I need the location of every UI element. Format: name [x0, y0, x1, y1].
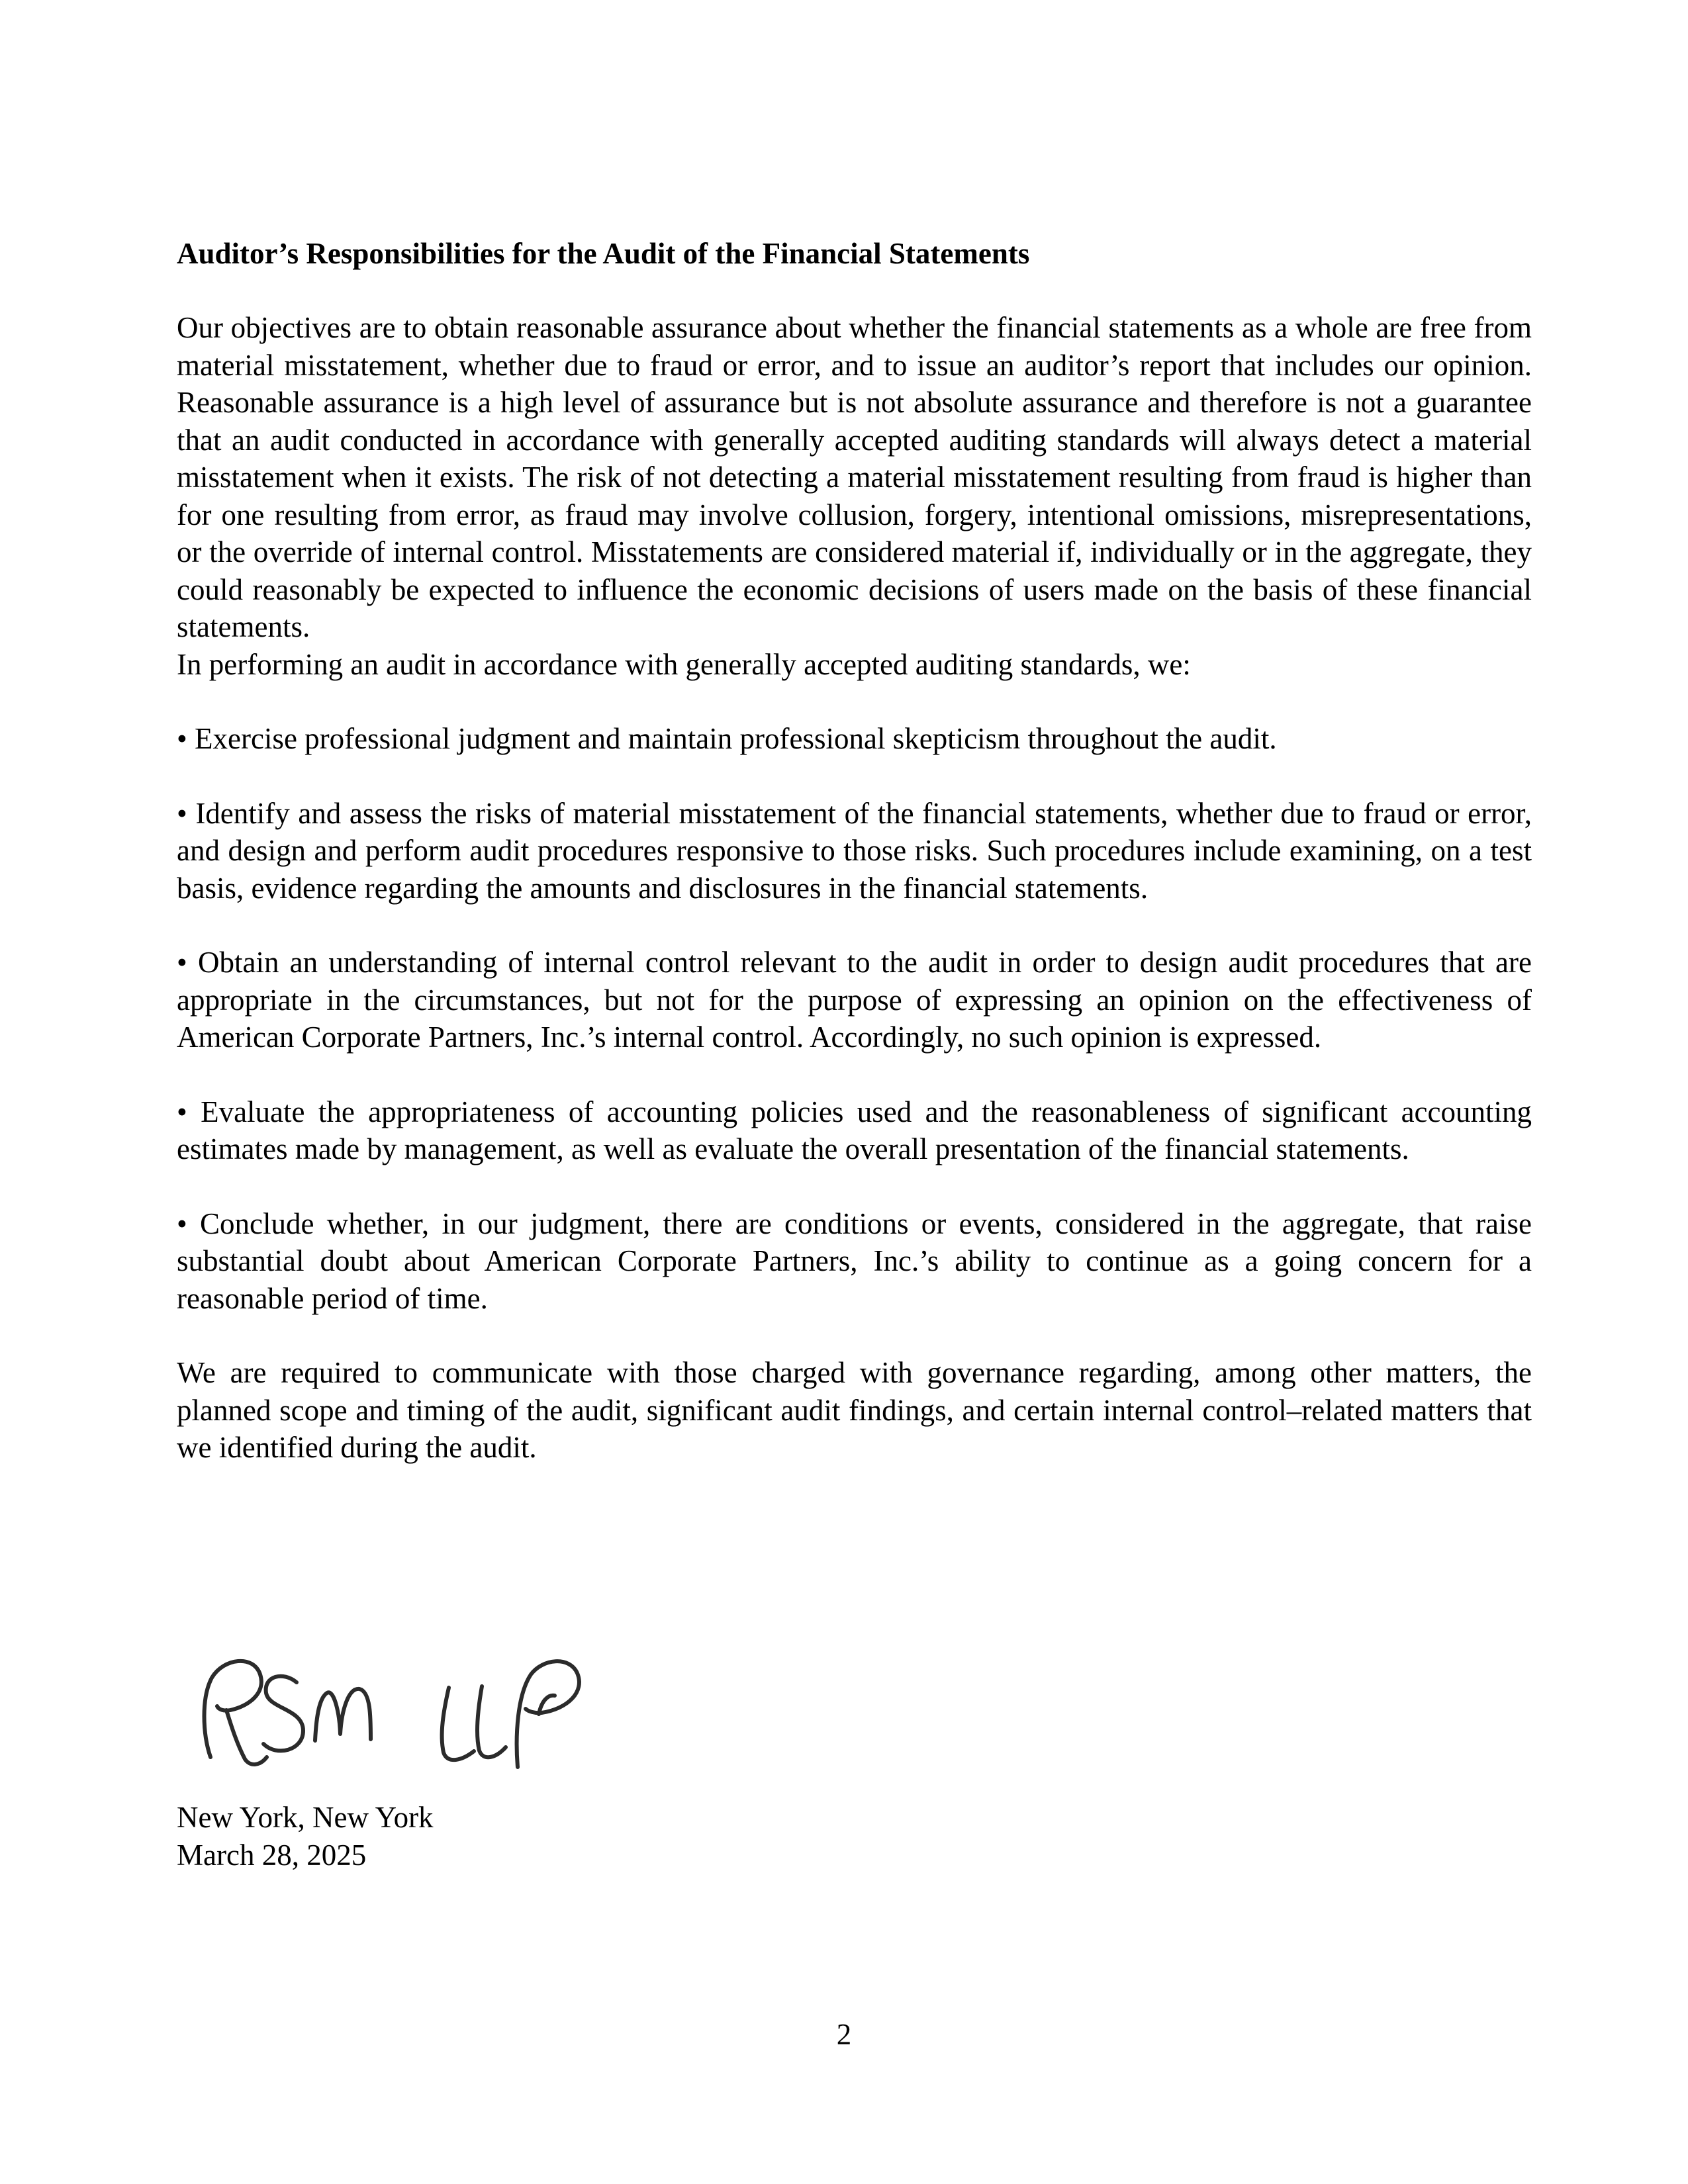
- signature-date: March 28, 2025: [177, 1838, 367, 1872]
- bullet-item: • Obtain an understanding of internal control relevant to the audit in order to design audit procedures that are appropriate in the circumstances, but not for the purpose of expressing an opinion on the effectiveness of American Corporate Partners, Inc.’s internal control. Accordingly, no such opinion is expressed.: [177, 946, 1532, 1054]
- bullet-item: • Conclude whether, in our judgment, there are conditions or events, considered in the aggregate, that raise substantial doubt about American Corporate Partners, Inc.’s ability to continue as a going concern for a reasonable period of time.: [177, 1206, 1532, 1315]
- bullet-item: • Evaluate the appropriateness of accounting policies used and the reasonableness of significant accounting estimates made by management, as well as evaluate the overall presentation of the financial statements.: [177, 1095, 1532, 1165]
- signature-city: New York, New York: [177, 1801, 434, 1834]
- intro-paragraph: Our objectives are to obtain reasonable assurance about whether the financial statements as a whole are free from material misstatement, whether due to fraud or error, and to issue an auditor’s report that includes our opinion. Reasonable assurance is a high level of assurance but is not absolute assurance and therefore is not a guarantee that an audit conducted in accordance with generally accepted auditing standards will always detect a material misstatement when it exists. The risk of not detecting a material misstatement resulting from fraud is higher than for one resulting from error, as fraud may involve collusion, forgery, intentional omissions, misrepresentations, or the override of internal control. Misstatements are considered material if, individually or in the aggregate, they could reasonably be expected to influence the economic decisions of users made on the basis of these financial statements.: [177, 311, 1532, 643]
- signature-icon: [197, 1635, 594, 1774]
- intro-follow-paragraph: In performing an audit in accordance with generally accepted auditing standards, we:: [177, 647, 1191, 681]
- page-number: 2: [836, 2018, 852, 2051]
- closing-paragraph: We are required to communicate with those charged with governance regarding, among other matters, the planned scope and timing of the audit, significant audit findings, and certain internal control–related matters that we identified during the audit.: [177, 1356, 1532, 1464]
- bullet-item: • Exercise professional judgment and maintain professional skepticism throughout the audit.: [177, 722, 1277, 755]
- document-body: [177, 235, 1532, 1504]
- signature-location-block: [177, 1799, 434, 1874]
- bullet-item: • Identify and assess the risks of material misstatement of the financial statements, whether due to fraud or error, and design and perform audit procedures responsive to those risks. Such procedures include examining, on a test basis, evidence regarding the amounts and disclosures in the financial statements.: [177, 796, 1532, 905]
- section-heading: Auditor’s Responsibilities for the Audit of the Financial Statements: [177, 237, 1030, 270]
